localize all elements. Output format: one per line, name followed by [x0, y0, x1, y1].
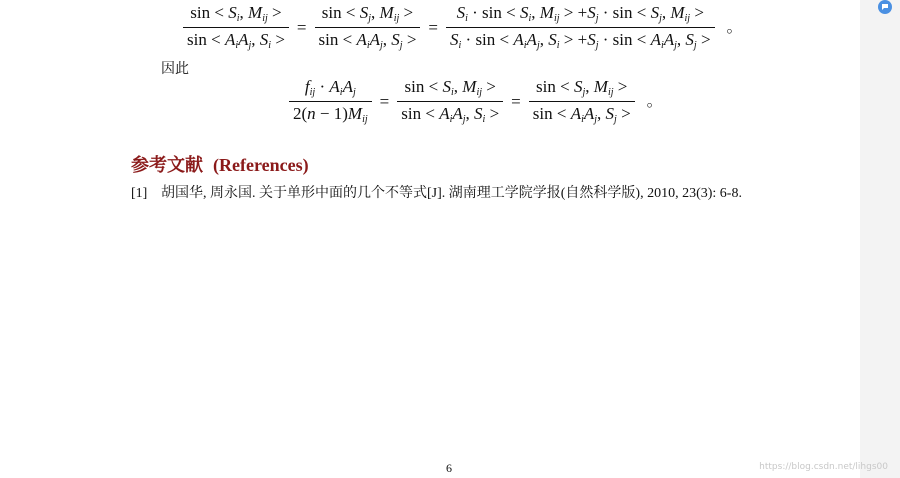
references-heading — [131, 151, 309, 177]
math-subscript: j — [693, 40, 697, 51]
equation-1 — [177, 4, 743, 51]
equals-sign: = — [296, 18, 307, 37]
eq1-f2-denominator — [315, 31, 421, 51]
eq2-f2-numerator — [401, 78, 500, 98]
math-text: > + — [559, 30, 588, 49]
math-text: > — [696, 30, 711, 49]
math-subscript: i — [465, 13, 468, 24]
math-subscript: j — [659, 13, 662, 24]
math-subscript: j — [595, 40, 599, 51]
math-variable: S — [450, 30, 459, 49]
eq1-f2-numerator — [318, 4, 417, 24]
math-subscript: j — [352, 87, 356, 98]
math-text: sin < — [404, 77, 443, 96]
math-text: , — [465, 104, 475, 123]
eq1-period: 。 — [726, 18, 743, 36]
math-variable: M — [670, 3, 685, 22]
math-variable: S — [685, 30, 694, 49]
eq2-f3-numerator — [532, 78, 631, 98]
math-variable: f — [304, 77, 310, 96]
math-text: · sin < — [598, 3, 651, 22]
math-subscript: i — [235, 40, 239, 51]
math-subscript: j — [614, 114, 617, 125]
eq1-f1-denominator — [183, 31, 289, 51]
math-text: · sin < — [461, 30, 514, 49]
math-text: − 1) — [315, 104, 348, 123]
math-variable: S — [587, 3, 596, 22]
math-text: , — [676, 30, 686, 49]
equals-sign: = — [379, 92, 390, 111]
math-variable: M — [593, 77, 608, 96]
eq2-fraction-3 — [529, 78, 635, 125]
math-text: , — [251, 30, 260, 49]
math-variable: S — [391, 30, 400, 49]
math-subscript: ij — [362, 114, 368, 125]
math-variable: S — [228, 3, 237, 22]
math-subscript: i — [236, 13, 240, 24]
math-text: , — [382, 30, 392, 49]
math-variable: A — [526, 30, 537, 49]
math-variable: A — [583, 104, 595, 123]
math-variable: A — [329, 77, 340, 96]
math-variable: S — [456, 3, 466, 22]
math-variable: A — [342, 77, 353, 96]
math-subscript: ij — [262, 13, 268, 24]
math-variable: M — [248, 3, 263, 22]
math-text: > — [613, 77, 628, 96]
math-subscript: j — [595, 13, 599, 24]
math-subscript: j — [462, 114, 466, 125]
math-variable: S — [474, 104, 483, 123]
math-variable: S — [650, 3, 660, 22]
math-text: , — [539, 30, 549, 49]
references-heading-en: (References) — [213, 155, 309, 175]
math-subscript: i — [660, 40, 664, 51]
eq2-f1-numerator — [301, 78, 360, 98]
math-variable: A — [439, 104, 450, 123]
math-subscript: ij — [607, 87, 614, 98]
math-variable: S — [587, 30, 596, 49]
math-variable: S — [605, 104, 615, 123]
math-text: · — [315, 77, 330, 96]
math-subscript: ij — [684, 13, 691, 24]
math-variable: n — [307, 104, 316, 123]
math-subscript: i — [581, 114, 584, 125]
therefore-text: 因此 — [161, 62, 189, 77]
math-subscript: j — [536, 40, 540, 51]
equation-2 — [283, 78, 663, 125]
math-subscript: i — [528, 13, 532, 24]
math-variable: A — [369, 30, 380, 49]
eq2-f3-denominator — [529, 105, 635, 125]
eq1-f1-numerator — [186, 4, 285, 24]
math-text: sin < — [401, 104, 440, 123]
math-variable: A — [452, 104, 463, 123]
math-text: , — [371, 3, 380, 22]
math-subscript: ij — [393, 13, 400, 24]
math-text: sin < — [190, 3, 229, 22]
math-text: > — [616, 104, 631, 123]
math-text: sin < — [318, 30, 357, 49]
eq1-fraction-3 — [446, 4, 715, 51]
math-variable: A — [224, 30, 236, 49]
math-text: · sin < — [467, 3, 520, 22]
math-text: sin < — [536, 77, 574, 96]
math-subscript: i — [523, 40, 527, 51]
reference-text: 胡国华, 周永国. 关于单形中面的几个不等式[J]. 湖南理工学院学报(自然科学版), 2010, 23(3): 6-8. — [161, 186, 742, 201]
math-subscript: ij — [553, 13, 560, 24]
math-text: > — [267, 3, 282, 22]
math-variable: A — [663, 30, 675, 49]
math-variable: S — [548, 30, 557, 49]
math-variable: A — [356, 30, 367, 49]
math-text: sin < — [187, 30, 225, 49]
math-subscript: i — [339, 87, 343, 98]
page-number: 6 — [446, 461, 452, 475]
math-text: > — [402, 30, 417, 49]
math-text: , — [597, 104, 606, 123]
equals-sign: = — [428, 18, 438, 37]
math-variable: M — [462, 77, 477, 96]
math-subscript: i — [482, 114, 486, 125]
math-text: > — [399, 3, 414, 22]
math-variable: A — [650, 30, 661, 49]
math-subscript: j — [399, 40, 403, 51]
eq1-fraction-2 — [315, 4, 421, 51]
math-text: > + — [559, 3, 588, 22]
math-subscript: i — [450, 87, 454, 98]
math-subscript: j — [594, 114, 598, 125]
eq2-period: 。 — [646, 92, 663, 110]
math-subscript: i — [458, 40, 462, 51]
math-subscript: j — [248, 40, 252, 51]
reference-item — [131, 182, 742, 202]
math-text: , — [239, 3, 249, 22]
math-text: > — [485, 104, 500, 123]
math-variable: S — [259, 30, 269, 49]
math-subscript: j — [380, 40, 383, 51]
eq1-f3-denominator — [446, 31, 715, 51]
math-subscript: j — [674, 40, 677, 51]
math-variable: A — [570, 104, 582, 123]
eq1-fraction-1 — [183, 4, 289, 51]
eq1-f3-numerator — [453, 4, 708, 24]
math-variable: M — [379, 3, 394, 22]
math-variable: A — [513, 30, 524, 49]
math-text: 2( — [293, 104, 308, 123]
eq2-f1-denominator — [289, 105, 372, 125]
math-variable: M — [347, 104, 363, 123]
math-text: , — [661, 3, 671, 22]
math-text: , — [531, 3, 540, 22]
reference-index: [1] — [131, 186, 148, 201]
math-subscript: ij — [476, 87, 482, 98]
right-gutter — [860, 0, 900, 478]
references-heading-cn: 参考文献 — [131, 155, 203, 175]
math-text: > — [271, 30, 285, 49]
eq2-fraction-1 — [289, 78, 372, 125]
math-subscript: i — [366, 40, 370, 51]
math-text: > — [690, 3, 704, 22]
math-subscript: i — [449, 114, 453, 125]
math-subscript: j — [368, 13, 372, 24]
math-text: · sin < — [598, 30, 651, 49]
math-text: , — [453, 77, 463, 96]
math-variable: S — [359, 3, 369, 22]
math-variable: S — [519, 3, 529, 22]
equals-sign: = — [511, 92, 521, 111]
math-text: sin < — [532, 104, 571, 123]
math-subscript: i — [556, 40, 560, 51]
math-subscript: i — [268, 40, 272, 51]
math-variable: S — [442, 77, 451, 96]
math-text: > — [482, 77, 496, 96]
math-variable: S — [573, 77, 583, 96]
eq2-f2-denominator — [397, 105, 503, 125]
eq2-fraction-2 — [397, 78, 503, 125]
math-text: sin < — [321, 3, 360, 22]
math-variable: M — [539, 3, 554, 22]
math-subscript: j — [582, 87, 586, 98]
chat-bubble-icon[interactable] — [878, 0, 892, 14]
math-text: , — [585, 77, 594, 96]
math-variable: A — [238, 30, 249, 49]
math-subscript: ij — [309, 87, 316, 98]
watermark-url: https://blog.csdn.net/lihgs00 — [759, 462, 888, 472]
